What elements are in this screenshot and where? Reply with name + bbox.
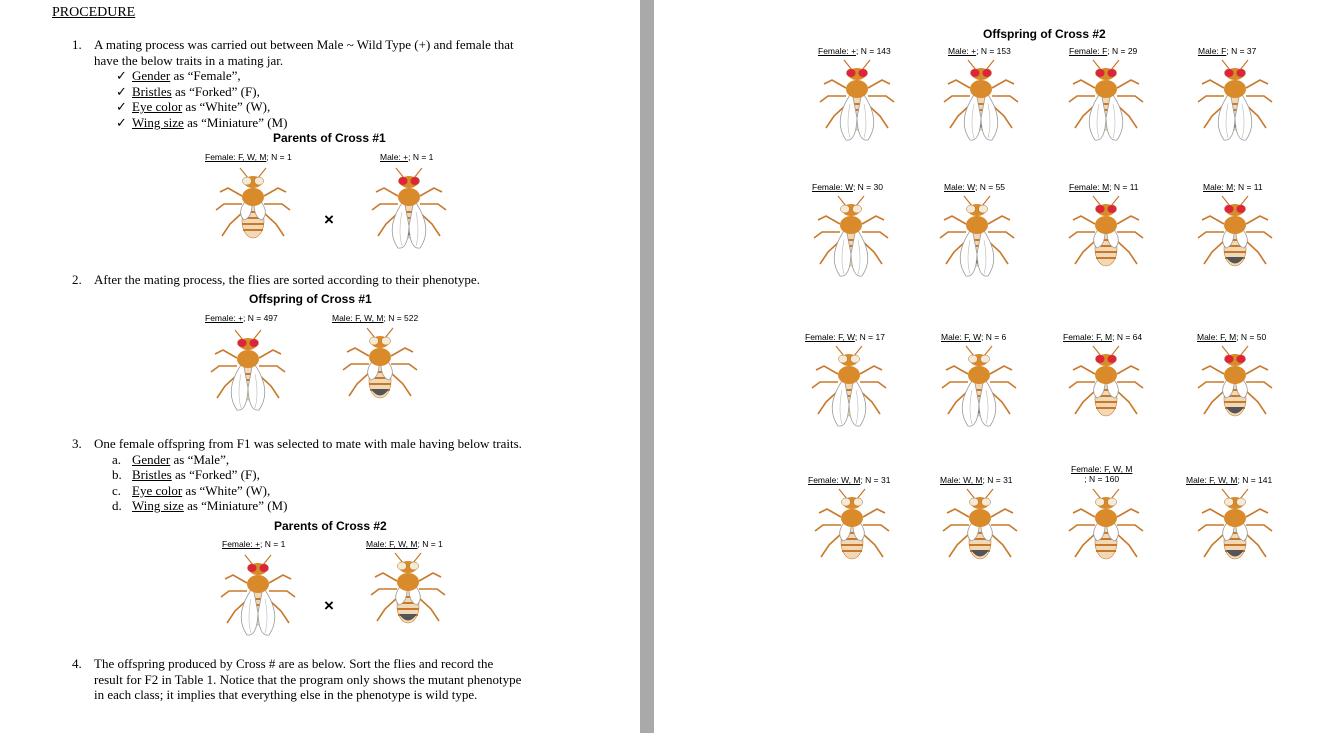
list-marker: a. (112, 451, 122, 467)
trait-name: Wing size (132, 114, 184, 130)
fly-female-wild (219, 553, 297, 635)
fly-female-w (812, 194, 890, 276)
fly-male-fm (1196, 344, 1274, 426)
fly-caption: Male: F, W, M; N = 1 (366, 539, 443, 549)
fly-male-wild (370, 166, 448, 248)
checkmark-icon: ✓ (116, 83, 127, 99)
trait-value: as “Forked” (F), (171, 467, 260, 483)
trait-value: as “Female”, (170, 68, 241, 84)
fly-caption: Male: F, M; N = 50 (1197, 332, 1267, 342)
trait-list (72, 452, 552, 514)
item-1 (72, 37, 552, 131)
fly-male-fw (940, 344, 1018, 426)
procedure-heading: PROCEDURE (52, 5, 136, 20)
fly-caption: Male: W, M; N = 31 (940, 475, 1013, 485)
item-3 (72, 436, 552, 514)
fly-male-fwm (369, 551, 447, 633)
fly-male-m (1196, 194, 1274, 276)
trait-name: Gender (132, 68, 171, 84)
fly-caption: Female: M; N = 11 (1069, 182, 1139, 192)
trait-value: as “White” (W), (182, 482, 271, 498)
fly-female-fm (1067, 344, 1145, 426)
fly-caption: Male: F, W, M; N = 141 (1186, 475, 1273, 485)
fly-caption: Female: +; N = 497 (205, 313, 278, 323)
list-item (116, 68, 552, 84)
list-item (116, 84, 552, 100)
fly-caption: Male: F, W, M; N = 522 (332, 313, 419, 323)
list-marker: d. (112, 498, 122, 514)
fly-caption: Female: +; N = 143 (818, 46, 891, 56)
trait-name: Bristles (132, 467, 172, 483)
offspring-cross-2-title: Offspring of Cross #2 (983, 27, 1106, 41)
item-2 (72, 272, 480, 288)
checkmark-icon: ✓ (116, 68, 127, 84)
trait-value: as “Forked” (F), (171, 83, 260, 99)
trait-name: Eye color (132, 482, 183, 498)
fly-female-wild (818, 58, 896, 140)
trait-name: Gender (132, 451, 171, 467)
fly-caption: Male: +; N = 153 (948, 46, 1011, 56)
trait-name: Wing size (132, 498, 184, 514)
offspring-cross-1-title: Offspring of Cross #1 (249, 292, 372, 306)
list-item (112, 452, 552, 468)
list-marker: b. (112, 467, 122, 483)
fly-caption: Male: M; N = 11 (1203, 182, 1263, 192)
trait-value: as “Miniature” (M) (183, 114, 288, 130)
fly-female-wm (813, 487, 891, 569)
fly-female-m (1067, 194, 1145, 276)
fly-caption: Female: F, W, M ; N = 160 (1071, 464, 1133, 484)
fly-caption: Female: F, M; N = 64 (1063, 332, 1143, 342)
fly-male-fwm (341, 326, 419, 408)
fly-male-f (1196, 58, 1274, 140)
fly-female-fwm (214, 166, 292, 248)
page-divider (640, 0, 654, 733)
checkmark-icon: ✓ (116, 114, 127, 130)
fly-male-wild (942, 58, 1020, 140)
fly-caption: Female: +; N = 1 (222, 539, 286, 549)
list-item (116, 115, 552, 131)
item-1-line-1: A mating process was carried out between Male ~ Wild Type (+) and female that (94, 37, 514, 52)
fly-caption: Male: +; N = 1 (380, 152, 434, 162)
fly-caption: Female: W, M; N = 31 (808, 475, 891, 485)
list-marker: c. (112, 482, 122, 498)
trait-value: as “Male”, (170, 451, 230, 467)
fly-caption: Male: F; N = 37 (1198, 46, 1257, 56)
fly-female-fw (810, 344, 888, 426)
item-1-line-2: have the below traits in a mating jar. (94, 52, 284, 68)
fly-female-wild (209, 328, 287, 410)
parents-cross-2-title: Parents of Cross #2 (274, 519, 387, 533)
item-number: 1. (72, 37, 82, 52)
item-4-line-1: The offspring produced by Cross # are as below. Sort the flies and record the (94, 656, 494, 671)
item-4-line-2: result for F2 in Table 1. Notice that the program only shows the mutant phenotype (94, 671, 522, 687)
trait-name: Eye color (132, 99, 183, 115)
trait-value: as “White” (W), (182, 99, 271, 115)
item-3-text: One female offspring from F1 was selected to mate with male having below traits. (94, 436, 522, 451)
checkmark-icon: ✓ (116, 99, 127, 115)
item-number: 3. (72, 436, 82, 451)
cross-icon: × (324, 210, 334, 229)
fly-caption: Female: W; N = 30 (812, 182, 883, 192)
item-number: 2. (72, 272, 82, 287)
fly-female-f (1067, 58, 1145, 140)
fly-caption: Female: F, W, M; N = 1 (205, 152, 292, 162)
cross-icon: × (324, 596, 334, 615)
fly-caption: Female: F; N = 29 (1069, 46, 1138, 56)
fly-male-wm (941, 487, 1019, 569)
trait-list (72, 68, 552, 130)
fly-caption: Female: F, W; N = 17 (805, 332, 885, 342)
item-4-line-3: in each class; it implies that everything else in the phenotype is wild type. (94, 687, 478, 703)
list-item (112, 498, 552, 514)
list-item (116, 99, 552, 115)
list-item (112, 483, 552, 499)
fly-caption: Male: F, W; N = 6 (941, 332, 1007, 342)
fly-male-w (938, 194, 1016, 276)
item-4 (72, 656, 542, 703)
list-item (112, 467, 552, 483)
parents-cross-1-title: Parents of Cross #1 (273, 131, 386, 145)
item-2-text: After the mating process, the flies are sorted according to their phenotype. (94, 272, 480, 287)
trait-value: as “Miniature” (M) (183, 498, 288, 514)
fly-caption: Male: W; N = 55 (944, 182, 1006, 192)
item-number: 4. (72, 656, 82, 671)
fly-female-fwm (1067, 487, 1145, 569)
trait-name: Bristles (132, 83, 172, 99)
fly-male-fwm (1196, 487, 1274, 569)
